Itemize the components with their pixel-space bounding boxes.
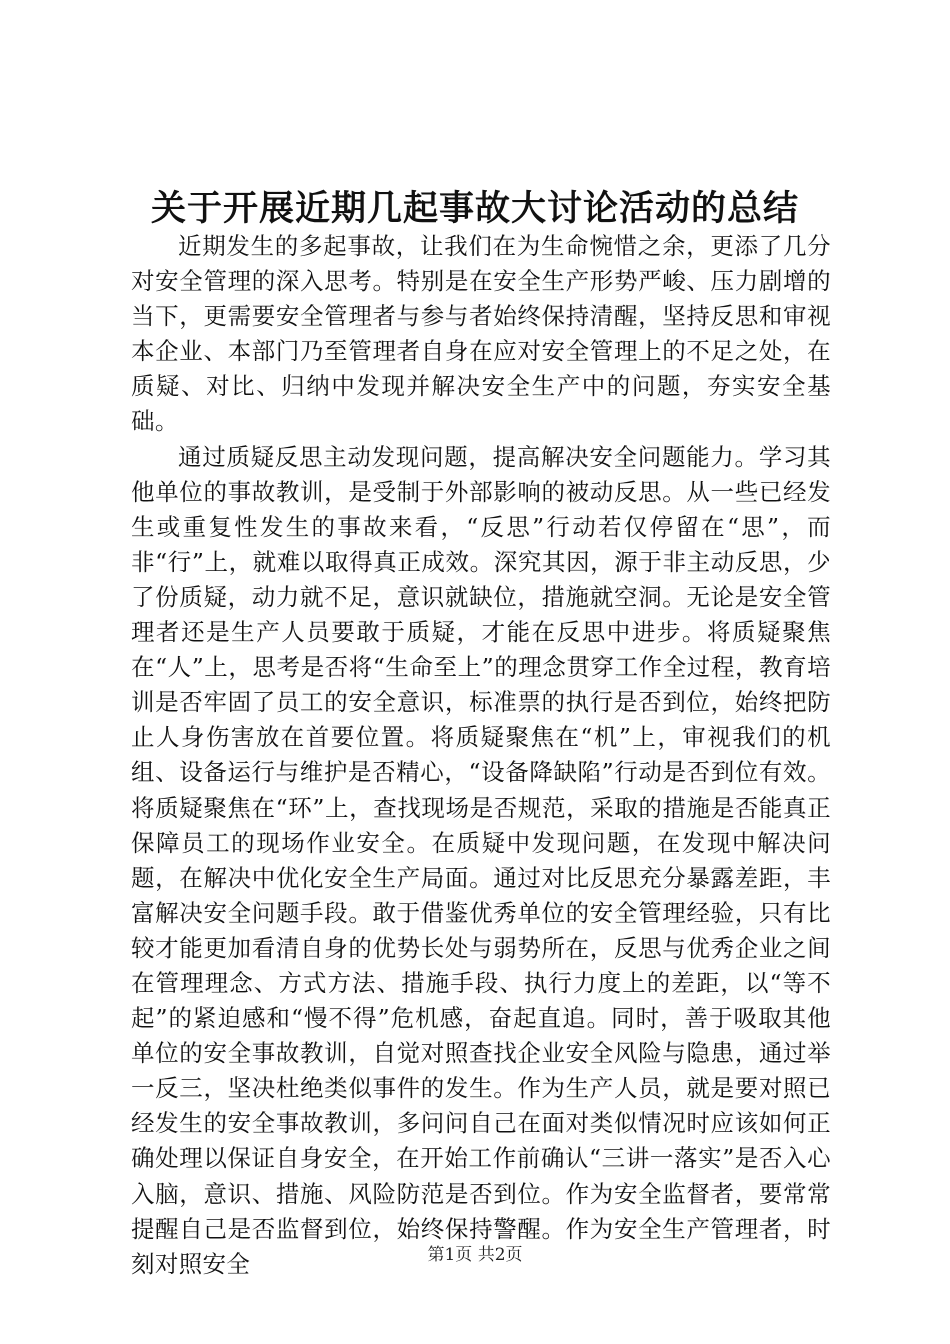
paragraph-intro: 近期发生的多起事故，让我们在为生命惋惜之余，更添了几分对安全管理的深入思考。特别是在安全生产形势严峻、压力剧增的当下，更需要安全管理者与参与者始终保持清醒，坚持反思和审视本企业、本部门乃至管理者自身在应对安全管理上的不足之处，在质疑、对比、归纳中发现并解决安全生产中的问题，夯实安全基础。 <box>131 232 831 436</box>
paragraph-main: 通过质疑反思主动发现问题，提高解决安全问题能力。学习其他单位的事故教训，是受制于外部影响的被动反思。从一些已经发生或重复性发生的事故来看，“反思”行动若仅停留在“思”，而非“行”上，就难以取得真正成效。深究其因，源于非主动反思，少了份质疑，动力就不足，意识就缺位，措施就空洞。无论是安全管理者还是生产人员要敢于质疑，才能在反思中进步。将质疑聚焦在“人”上，思考是否将“生命至上”的理念贯穿工作全过程，教育培训是否牢固了员工的安全意识，标准票的执行是否到位，始终把防止人身伤害放在首要位置。将质疑聚焦在“机”上，审视我们的机组、设备运行与维护是否精心，“设备降缺陷”行动是否到位有效。将质疑聚焦在“环”上，查找现场是否规范，采取的措施是否能真正保障员工的现场作业安全。在质疑中发现问题，在发现中解决问题，在解决中优化安全生产局面。通过对比反思充分暴露差距，丰富解决安全问题手段。敢于借鉴优秀单位的安全管理经验，只有比较才能更加看清自身的优势长处与弱势所在，反思与优秀企业之间在管理理念、方式方法、措施手段、执行力度上的差距，以“等不起”的紧迫感和“慢不得”危机感，奋起直追。同时，善于吸取其他单位的安全事故教训，自觉对照查找企业安全风险与隐患，通过举一反三，坚决杜绝类似事件的发生。作为生产人员，就是要对照已经发生的安全事故教训，多问问自己在面对类似情况时应该如何正确处理以保证自身安全，在开始工作前确认“三讲一落实”是否入心入脑，意识、措施、风险防范是否到位。作为安全监督者，要常常提醒自己是否监督到位，始终保持警醒。作为安全生产管理者，时刻对照安全 <box>131 442 831 1278</box>
document-body <box>131 229 831 1282</box>
document-title: 关于开展近期几起事故大讨论活动的总结 <box>150 188 799 229</box>
page-footer: 第1页 共2页 <box>427 1245 523 1265</box>
